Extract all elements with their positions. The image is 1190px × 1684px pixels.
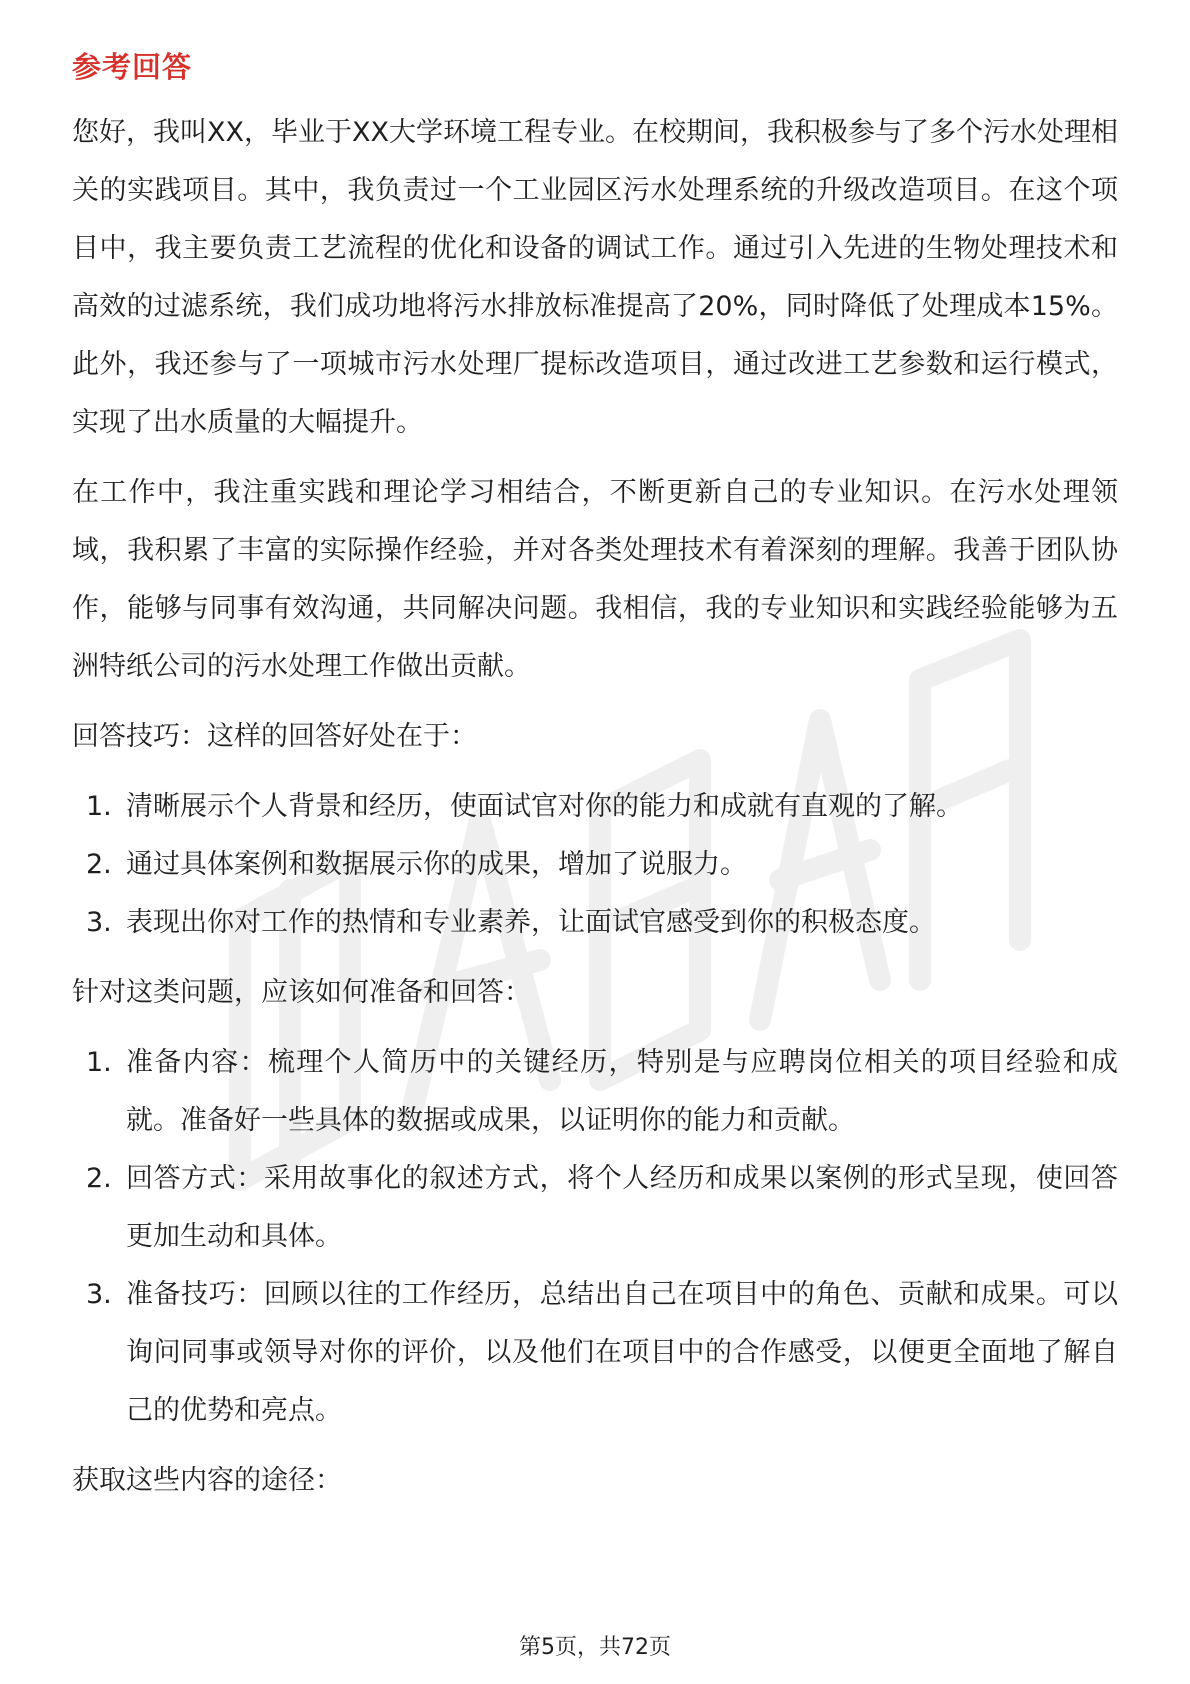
list-item (72, 1266, 1118, 1440)
document-body (72, 44, 1118, 1522)
list-number: 2. (86, 849, 112, 880)
list-text: 通过具体案例和数据展示你的成果，增加了说服力。 (126, 849, 747, 880)
answer-paragraph-1: 您好，我叫XX，毕业于XX大学环境工程专业。在校期间，我积极参与了多个污水处理相关的实践项目。其中，我负责过一个工业园区污水处理系统的升级改造项目。在这个项目中，我主要负责工艺流程的优化和设备的调试工作。通过引入先进的生物处理技术和高效的过滤系统，我们成功地将污水排放标准提高了20%，同时降低了处理成本15%。此外，我还参与了一项城市污水处理厂提标改造项目，通过改进工艺参数和运行模式，实现了出水质量的大幅提升。 (72, 117, 1118, 438)
list-number: 3. (86, 1279, 112, 1310)
list-number: 1. (86, 1047, 112, 1078)
tips-label: 回答技巧：这样的回答好处在于： (72, 721, 477, 752)
list-text: 准备技巧：回顾以往的工作经历，总结出自己在项目中的角色、贡献和成果。可以询问同事或领导对你的评价，以及他们在项目中的合作感受，以便更全面地了解自己的优势和亮点。 (126, 1279, 1118, 1426)
list-item (72, 1034, 1118, 1150)
list-number: 1. (86, 791, 112, 822)
list-item (72, 778, 1118, 836)
list-number: 2. (86, 1163, 112, 1194)
section-title: 参考回答 (72, 50, 193, 84)
list-text: 回答方式：采用故事化的叙述方式，将个人经历和成果以案例的形式呈现，使回答更加生动和具体。 (126, 1163, 1118, 1252)
list-item (72, 836, 1118, 894)
source-label: 获取这些内容的途径： (72, 1465, 342, 1496)
list-text: 清晰展示个人背景和经历，使面试官对你的能力和成就有直观的了解。 (126, 791, 963, 822)
list-text: 准备内容：梳理个人简历中的关键经历，特别是与应聘岗位相关的项目经验和成就。准备好一些具体的数据或成果，以证明你的能力和贡献。 (126, 1047, 1118, 1136)
page-number-footer: 第5页，共72页 (519, 1635, 671, 1660)
list-text: 表现出你对工作的热情和专业素养，让面试官感受到你的积极态度。 (126, 907, 936, 938)
prep-label: 针对这类问题，应该如何准备和回答： (72, 977, 531, 1008)
answer-paragraph-2: 在工作中，我注重实践和理论学习相结合，不断更新自己的专业知识。在污水处理领域，我积累了丰富的实际操作经验，并对各类处理技术有着深刻的理解。我善于团队协作，能够与同事有效沟通，共同解决问题。我相信，我的专业知识和实践经验能够为五洲特纸公司的污水处理工作做出贡献。 (72, 477, 1118, 682)
tips-list (72, 778, 1118, 952)
list-item (72, 894, 1118, 952)
list-number: 3. (86, 907, 112, 938)
prep-list (72, 1034, 1118, 1440)
list-item (72, 1150, 1118, 1266)
